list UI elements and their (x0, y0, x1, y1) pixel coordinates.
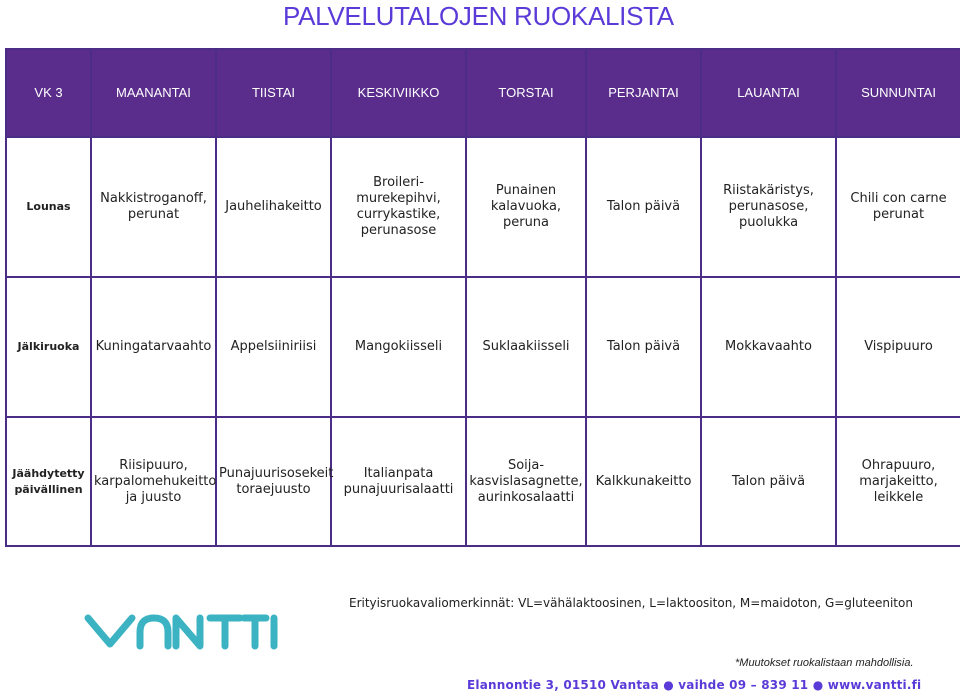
header-day: LAUANTAI (701, 49, 836, 137)
header-day: TORSTAI (466, 49, 586, 137)
menu-cell: Talon päivä (701, 417, 836, 546)
header-week: VK 3 (6, 49, 91, 137)
menu-cell: Appelsiiniriisi (216, 277, 331, 417)
vantti-logo (80, 610, 280, 652)
menu-cell: Italianpata punajuurisalaatti (331, 417, 466, 546)
menu-cell: Vispipuuro (836, 277, 960, 417)
menu-cell: Riisipuuro, karpalomehukeitto ja juusto (91, 417, 216, 546)
menu-cell: Talon päivä (586, 277, 701, 417)
menu-cell: Broileri-murekepihvi, currykastike, perunasose (331, 137, 466, 277)
header-day: TIISTAI (216, 49, 331, 137)
header-row (6, 49, 960, 137)
menu-cell: Nakkistroganoff, perunat (91, 137, 216, 277)
menu-cell: Punainen kalavuoka, peruna (466, 137, 586, 277)
table-row (6, 417, 960, 546)
header-day: PERJANTAI (586, 49, 701, 137)
menu-cell: Chili con carne perunat (836, 137, 960, 277)
diet-legend: Erityisruokavaliomerkinnät: VL=vähälaktoosinen, L=laktoositon, M=maidoton, G=gluteeniton (349, 596, 913, 610)
menu-table (5, 48, 960, 547)
menu-cell: Punajuurisosekeit toraejuusto (216, 417, 331, 546)
header-day: MAANANTAI (91, 49, 216, 137)
menu-cell: Mokkavaahto (701, 277, 836, 417)
menu-cell: Jauhelihakeitto (216, 137, 331, 277)
menu-cell: Riistakäristys, perunasose, puolukka (701, 137, 836, 277)
menu-cell: Suklaakiisseli (466, 277, 586, 417)
row-label: Lounas (6, 137, 91, 277)
table-row (6, 277, 960, 417)
header-day: KESKIVIIKKO (331, 49, 466, 137)
footer-contact: Elannontie 3, 01510 Vantaa ● vaihde 09 – 839 11 ● www.vantti.fi (467, 678, 922, 692)
page-title: PALVELUTALOJEN RUOKALISTA (283, 1, 674, 31)
menu-cell: Kalkkunakeitto (586, 417, 701, 546)
change-note: *Muutokset ruokalistaan mahdollisia. (735, 657, 914, 669)
header-day: SUNNUNTAI (836, 49, 960, 137)
menu-cell: Mangokiisseli (331, 277, 466, 417)
row-label: Jälkiruoka (6, 277, 91, 417)
menu-cell: Kuningatarvaahto (91, 277, 216, 417)
menu-cell: Soija- kasvislasagnette, aurinkosalaatti (466, 417, 586, 546)
menu-cell: Talon päivä (586, 137, 701, 277)
table-row (6, 137, 960, 277)
menu-cell: Ohrapuuro, marjakeitto, leikkele (836, 417, 960, 546)
row-label: Jäähdytetty päivällinen (6, 417, 91, 546)
